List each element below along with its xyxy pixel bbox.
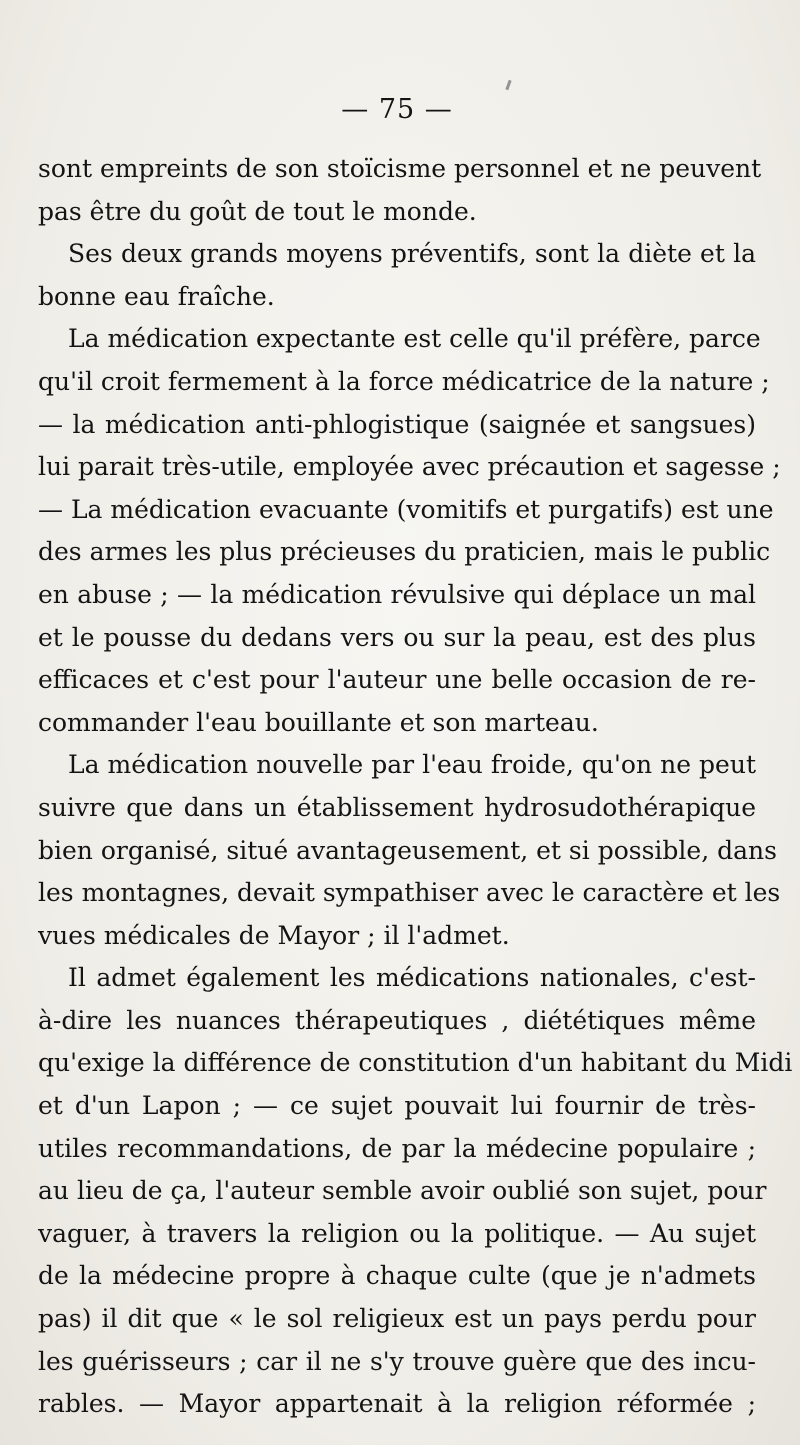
text-line: sont empreints de son stoïcisme personnel et ne peuvent bbox=[38, 154, 762, 183]
text-line: vaguer, à travers la religion ou la politique. — Au sujet bbox=[38, 1218, 756, 1248]
text-line: La médication nouvelle par l'eau froide, qu'on ne peut bbox=[68, 750, 756, 780]
text-line: et le pousse du dedans vers ou sur la peau, est des plus bbox=[38, 622, 756, 652]
text-line: les guérisseurs ; car il ne s'y trouve guère que des incu- bbox=[38, 1346, 756, 1376]
text-line: La médication expectante est celle qu'il préfère, parce bbox=[68, 324, 761, 354]
text-line: au lieu de ça, l'auteur semble avoir oublié son sujet, pour bbox=[38, 1176, 767, 1206]
text-line: pas être du goût de tout le monde. bbox=[38, 196, 477, 226]
text-body bbox=[38, 148, 793, 1426]
text-line: — La médication evacuante (vomitifs et purgatifs) est une bbox=[38, 494, 774, 524]
text-line: suivre que dans un établissement hydrosudothérapique bbox=[38, 792, 756, 822]
text-line: — la médication anti-phlogistique (saignée et sangsues) bbox=[38, 409, 756, 439]
text-line: bien organisé, situé avantageusement, et si possible, dans bbox=[38, 835, 777, 865]
text-line: rables. — Mayor appartenait à la religion réformée ; bbox=[38, 1389, 756, 1419]
text-line: des armes les plus précieuses du praticien, mais le public bbox=[38, 537, 771, 567]
text-line: à-dire les nuances thérapeutiques , diététiques même bbox=[38, 1005, 756, 1035]
text-line: Il admet également les médications nationales, c'est- bbox=[68, 963, 756, 993]
text-line: lui parait très-utile, employée avec précaution et sagesse ; bbox=[38, 452, 781, 482]
text-line: efficaces et c'est pour l'auteur une belle occasion de re- bbox=[38, 665, 756, 695]
page-number: — 75 — bbox=[341, 94, 453, 125]
text-line: et d'un Lapon ; — ce sujet pouvait lui fournir de très- bbox=[38, 1091, 756, 1121]
text-line: qu'il croit fermement à la force médicatrice de la nature ; bbox=[38, 366, 770, 396]
text-line: utiles recommandations, de par la médecine populaire ; bbox=[38, 1133, 756, 1163]
text-line: pas) il dit que « le sol religieux est un pays perdu pour bbox=[38, 1304, 756, 1334]
text-line: qu'exige la différence de constitution d'un habitant du Midi bbox=[38, 1048, 793, 1078]
ink-mark bbox=[505, 80, 511, 90]
text-line: de la médecine propre à chaque culte (que je n'admets bbox=[38, 1261, 756, 1291]
text-line: vues médicales de Mayor ; il l'admet. bbox=[38, 920, 510, 950]
text-line: Ses deux grands moyens préventifs, sont la diète et la bbox=[68, 239, 756, 269]
text-line: en abuse ; — la médication révulsive qui déplace un mal bbox=[38, 579, 756, 609]
text-line: bonne eau fraîche. bbox=[38, 281, 275, 311]
text-line: les montagnes, devait sympathiser avec le caractère et les bbox=[38, 878, 781, 908]
text-line: commander l'eau bouillante et son marteau. bbox=[38, 707, 599, 737]
